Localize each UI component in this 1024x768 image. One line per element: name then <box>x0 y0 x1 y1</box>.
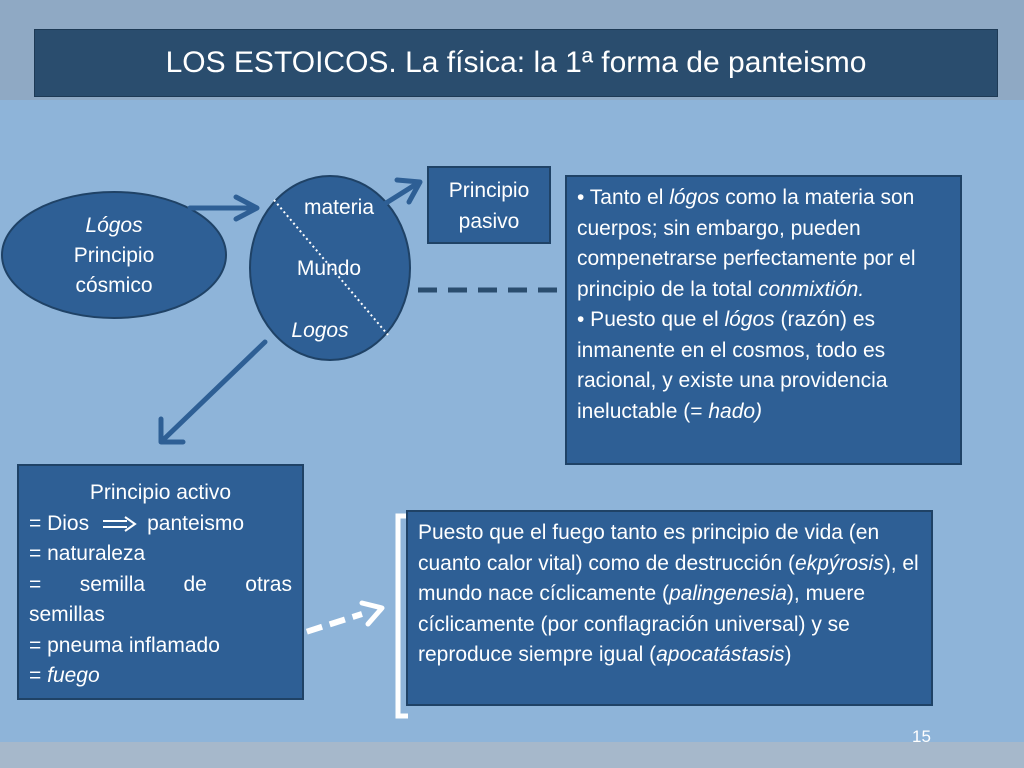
info-b1-text-2: como la materia son cuerpos; sin embargo, pueden compenetrarse perfectamente por el principio de la total <box>577 186 916 301</box>
pasivo-box <box>427 166 551 244</box>
dios-line <box>29 509 292 540</box>
cosmico-word: cósmico <box>75 274 153 297</box>
info-b1-conmixtion: conmixtión. <box>757 277 865 301</box>
fuego-paragraph <box>418 518 921 671</box>
fuego-box <box>406 510 933 706</box>
slide-title: LOS ESTOICOS. La física: la 1ª forma de panteismo <box>165 46 867 79</box>
activo-box <box>17 464 304 700</box>
info-box <box>565 175 962 465</box>
panteismo-text: panteismo <box>147 511 244 535</box>
fuego-text-2: ), el mundo nace cíclicamente ( <box>418 551 919 605</box>
materia-label: materia <box>303 196 375 219</box>
info-b1-text: • Tanto el <box>577 186 670 209</box>
info-b2-text-2: (razón) es inmanente en el cosmos, todo es racional, y existe una providencia ineluctable (= <box>577 308 888 423</box>
fuego-prefix: = <box>29 664 48 687</box>
logos-bottom-label: Logos <box>291 319 349 342</box>
semilla-word-2: semilla <box>79 572 146 596</box>
arrow-mundo-to-activo <box>161 342 265 442</box>
info-b2-hado: hado) <box>708 399 763 423</box>
fuego-word: fuego <box>47 664 100 687</box>
info-b2-text: • Puesto que el <box>577 308 725 331</box>
fuego-text-3: ), muere cíclicamente (por conflagración universal) y se reproduce siempre igual ( <box>418 582 866 666</box>
semillas-line: semillas <box>29 603 105 626</box>
semilla-word-3: de <box>183 572 207 596</box>
naturaleza-line: = naturaleza <box>29 542 146 565</box>
apocatastasis-term: apocatástasis <box>656 643 785 666</box>
fuego-text-4: ) <box>784 643 792 666</box>
semilla-line <box>29 570 292 601</box>
fuego-text-1: Puesto que el fuego tanto es principio de vida (en cuanto calor vital) como de destrucción ( <box>418 521 880 575</box>
page-number: 15 <box>912 727 931 746</box>
palingenesia-term: palingenesia <box>668 582 787 605</box>
semilla-word-4: otras <box>245 572 292 596</box>
logos-word: Lógos <box>85 214 143 237</box>
mundo-label: Mundo <box>296 257 362 280</box>
pasivo-line2: pasivo <box>458 209 520 233</box>
info-bullet-2 <box>577 305 952 427</box>
semilla-word-1: = <box>29 572 42 596</box>
info-b1-logos: lógos <box>669 186 720 209</box>
dios-text: = Dios <box>29 511 90 535</box>
principio-word: Principio <box>73 244 155 267</box>
double-arrow-icon <box>101 514 141 534</box>
info-bullet-1 <box>577 183 952 305</box>
fuego-line <box>29 661 292 692</box>
logos-ellipse-label <box>4 211 224 301</box>
activo-heading: Principio activo <box>89 481 232 504</box>
ekpyrosis-term: ekpýrosis <box>795 551 884 575</box>
pasivo-line1: Principio <box>448 179 530 202</box>
pneuma-line: = pneuma inflamado <box>29 633 220 657</box>
info-b2-logos: lógos <box>724 308 775 331</box>
